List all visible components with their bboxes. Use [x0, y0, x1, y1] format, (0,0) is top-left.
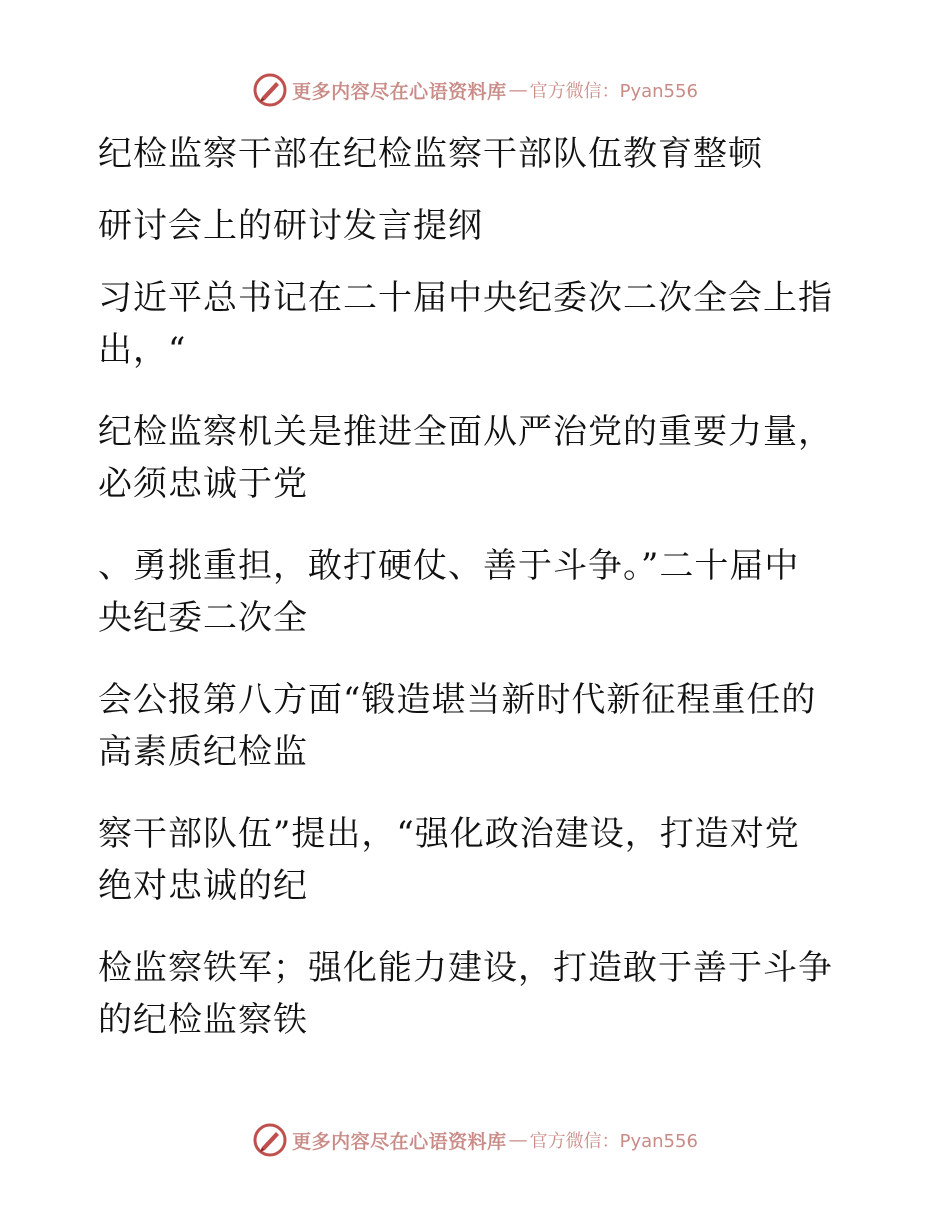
doc-line: 必须忠诚于党 [98, 464, 308, 504]
doc-line: 绝对忠诚的纪 [98, 866, 308, 906]
doc-line: 研讨会上的研讨发言提纲 [98, 206, 483, 246]
doc-line: 会公报第八方面“锻造堪当新时代新征程重任的 [98, 680, 817, 720]
doc-line: 纪检监察机关是推进全面从严治党的重要力量， [98, 412, 833, 452]
watermark-contact: 官方微信：Pyan556 [529, 1131, 698, 1152]
doc-line: 央纪委二次全 [98, 598, 308, 638]
header-watermark [0, 68, 950, 112]
watermark-separator: — [508, 79, 528, 101]
watermark-contact: 官方微信：Pyan556 [529, 81, 698, 102]
pen-logo-icon [252, 72, 288, 108]
doc-line: 高素质纪检监 [98, 732, 308, 772]
footer-watermark [0, 1118, 950, 1162]
pen-logo-icon [252, 1122, 288, 1158]
doc-line: 检监察铁军；强化能力建设，打造敢于善于斗争 [98, 948, 833, 988]
watermark-separator: — [508, 1129, 528, 1151]
watermark-brand: 更多内容尽在心语资料库 [292, 1130, 507, 1153]
doc-line: 纪检监察干部在纪检监察干部队伍教育整顿 [98, 134, 763, 174]
doc-line: 察干部队伍”提出，“强化政治建设，打造对党 [98, 814, 800, 854]
doc-line: 出，“ [98, 330, 187, 370]
document-body [98, 120, 838, 1046]
doc-line: 、勇挑重担，敢打硬仗、善于斗争。”二十届中 [98, 546, 800, 586]
doc-line: 的纪检监察铁 [98, 1000, 308, 1040]
watermark-brand: 更多内容尽在心语资料库 [292, 80, 507, 103]
doc-line: 习近平总书记在二十届中央纪委次二次全会上指 [98, 278, 833, 318]
